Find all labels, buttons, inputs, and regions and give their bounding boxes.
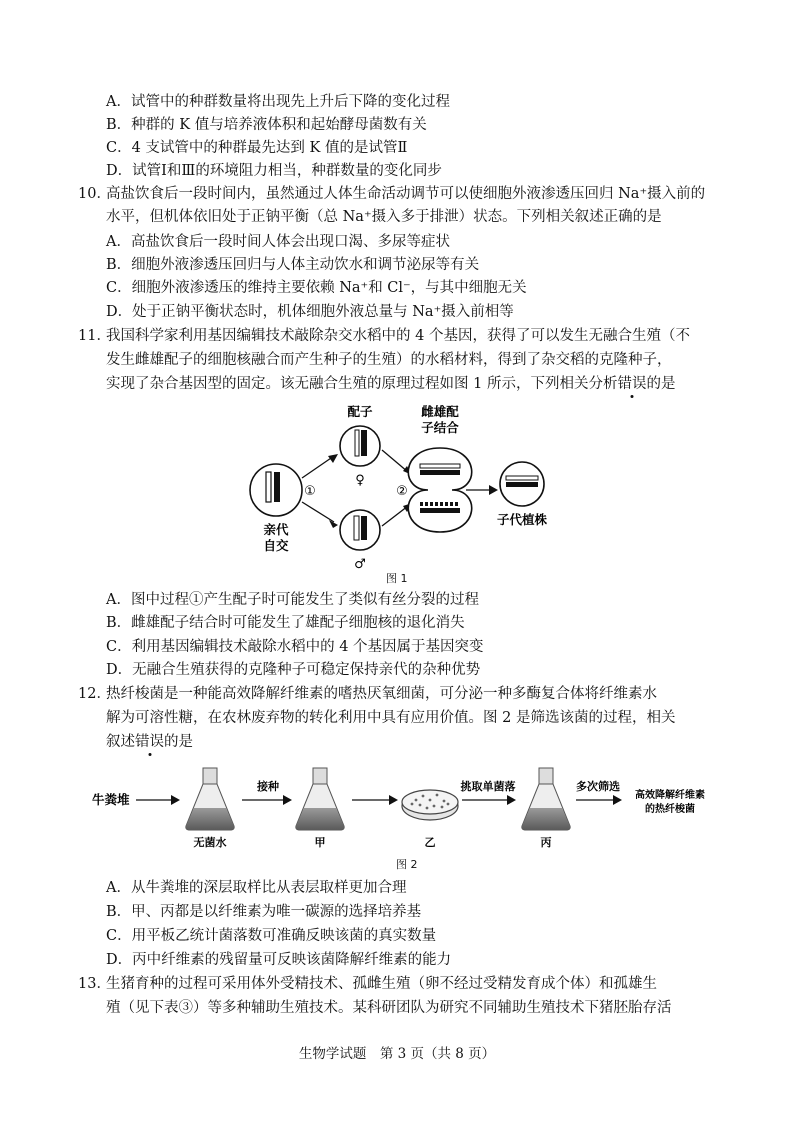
label-fusion-1: 雌雄配 bbox=[421, 404, 459, 419]
label-pick: 挑取单菌落 bbox=[460, 780, 516, 793]
q13-number: 13． bbox=[78, 976, 111, 992]
q11-option-b: B．雌雄配子结合时可能发生了雄配子细胞核的退化消失 bbox=[106, 615, 465, 631]
q13-stem-line-2: 殖（见下表③）等多种辅助生殖技术。某科研团队为研究不同辅助生殖技术下猪胚胎存活 bbox=[106, 1000, 672, 1016]
q11-option-c: C．利用基因编辑技术敲除水稻中的 4 个基因属于基因突变 bbox=[106, 639, 484, 655]
male-gamete-cell bbox=[340, 510, 380, 550]
label-bing: 丙 bbox=[540, 836, 552, 849]
male-symbol: ♂ bbox=[354, 557, 366, 572]
fusion-cell bbox=[408, 448, 471, 532]
q12-emphasis: 错误 bbox=[135, 734, 164, 750]
label-step-2: ② bbox=[396, 484, 408, 499]
q11-option-a: A．图中过程①产生配子时可能发生了类似有丝分裂的过程 bbox=[106, 592, 479, 608]
q10-stem-line-2: 水平，但机体依旧处于正钠平衡（总 Na⁺摄入多于排泄）状态。下列相关叙述正确的是 bbox=[106, 209, 662, 225]
q12-option-c: C．用平板乙统计菌落数可准确反映该菌的真实数量 bbox=[106, 928, 437, 944]
q9-option-b: B．种群的 K 值与培养液体积和起始酵母菌数有关 bbox=[106, 117, 427, 133]
label-yi: 乙 bbox=[424, 836, 436, 849]
q11-emphasis: 错误 bbox=[617, 376, 647, 392]
q12-number: 12． bbox=[78, 686, 111, 702]
q9-option-c: C．4 支试管中的种群最先达到 K 值的是试管Ⅱ bbox=[106, 140, 408, 156]
q12-option-b: B．甲、丙都是以纤维素为唯一碳源的选择培养基 bbox=[106, 904, 422, 920]
figure-2-diagram bbox=[90, 760, 730, 852]
q10-option-b: B．细胞外液渗透压回归与人体主动饮水和调节泌尿等有关 bbox=[106, 257, 480, 273]
label-fusion-2: 子结合 bbox=[421, 420, 459, 435]
q11-stem-line-2: 发生雌雄配子的细胞核融合而产生种子的生殖）的水稻材料，得到了杂交稻的克隆种子， bbox=[106, 352, 672, 368]
figure-2-caption: 图 2 bbox=[396, 858, 418, 871]
q10-option-d: D．处于正钠平衡状态时，机体细胞外液总量与 Na⁺摄入前相等 bbox=[106, 304, 514, 320]
q10-number: 10． bbox=[78, 186, 111, 202]
q12-option-a: A．从牛粪堆的深层取样比从表层取样更加合理 bbox=[106, 880, 407, 896]
label-screen: 多次筛选 bbox=[576, 780, 620, 793]
label-result-2: 的热纤梭菌 bbox=[645, 804, 695, 815]
q10-option-c: C．细胞外液渗透压的维持主要依赖 Na⁺和 Cl⁻，与其中细胞无关 bbox=[106, 280, 527, 296]
label-parent-1: 亲代 bbox=[263, 522, 289, 537]
label-inoculate: 接种 bbox=[257, 780, 279, 793]
petri-dish-yi bbox=[402, 790, 458, 820]
flask-water bbox=[186, 768, 234, 830]
label-gamete: 配子 bbox=[347, 404, 373, 419]
q11-stem-line-3: 实现了杂合基因型的固定。该无融合生殖的原理过程如图 1 所示，下列相关分析错误的是 bbox=[106, 376, 676, 392]
q12-stem-line-3: 叙述错误的是 bbox=[106, 734, 193, 750]
figure-1-diagram bbox=[230, 398, 570, 588]
flask-jia bbox=[296, 768, 344, 830]
label-water: 无菌水 bbox=[193, 836, 227, 849]
q13-stem-line-1: 生猪育种的过程可采用体外受精技术、孤雌生殖（卵不经过受精发育成个体）和孤雄生 bbox=[106, 976, 657, 992]
female-gamete-cell bbox=[340, 426, 380, 466]
label-jia: 甲 bbox=[314, 836, 326, 849]
page-footer: 生物学试题 第 3 页（共 8 页） bbox=[298, 1046, 496, 1062]
label-result-1: 高效降解纤维素 bbox=[635, 790, 705, 801]
label-step-1: ① bbox=[304, 484, 316, 499]
flask-bing bbox=[522, 768, 570, 830]
q9-option-d: D．试管Ⅰ和Ⅲ的环境阻力相当，种群数量的变化同步 bbox=[106, 163, 442, 179]
q9-option-a: A．试管中的种群数量将出现先上升后下降的变化过程 bbox=[106, 94, 450, 110]
label-offspring: 子代植株 bbox=[496, 512, 548, 527]
female-symbol: ♀ bbox=[355, 473, 365, 488]
q10-stem-line-1: 高盐饮食后一段时间内，虽然通过人体生命活动调节可以使细胞外液渗透压回归 Na⁺摄入前的 bbox=[106, 186, 706, 202]
q12-stem-line-1: 热纤梭菌是一种能高效降解纤维素的嗜热厌氧细菌，可分泌一种多酶复合体将纤维素水 bbox=[106, 686, 657, 702]
label-parent-2: 自交 bbox=[263, 538, 289, 553]
q11-stem-line-1: 我国科学家利用基因编辑技术敲除杂交水稻中的 4 个基因，获得了可以发生无融合生殖（不 bbox=[106, 328, 690, 344]
q12-stem-line-2: 解为可溶性糖，在农林废弃物的转化利用中具有应用价值。图 2 是筛选该菌的过程，相关 bbox=[106, 710, 676, 726]
q10-option-a: A．高盐饮食后一段时间人体会出现口渴、多尿等症状 bbox=[106, 234, 450, 250]
q11-number: 11． bbox=[78, 328, 111, 344]
label-source: 牛粪堆 bbox=[92, 792, 130, 807]
q11-option-d: D．无融合生殖获得的克隆种子可稳定保持亲代的杂种优势 bbox=[106, 662, 481, 678]
q12-option-d: D．丙中纤维素的残留量可反映该菌降解纤维素的能力 bbox=[106, 952, 452, 968]
figure-1-caption: 图 1 bbox=[386, 572, 408, 585]
